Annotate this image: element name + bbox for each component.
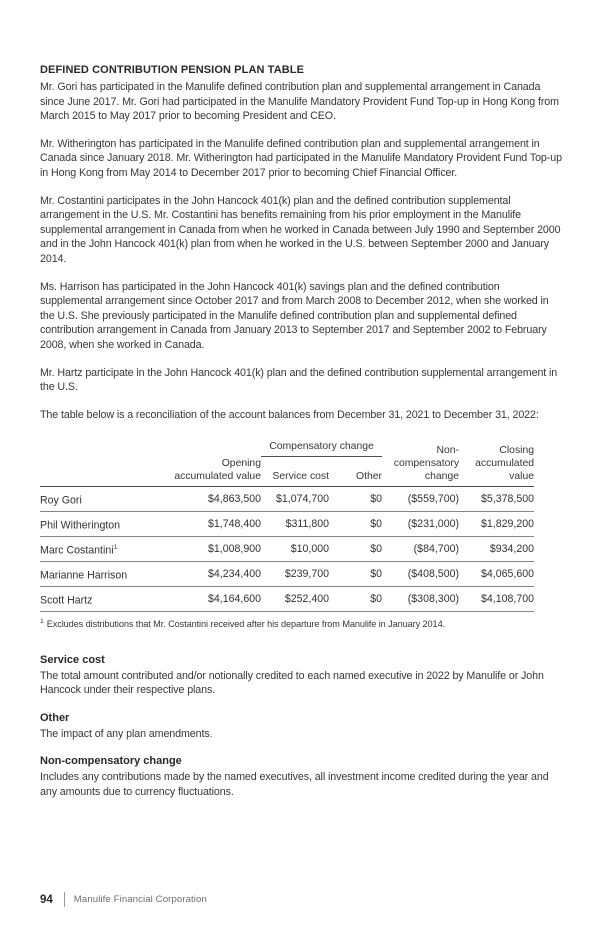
definition-text: Includes any contributions made by the named executives, all investment income credited during the year and any amounts due to currency fluctuations. [40,771,549,798]
page-title: DEFINED CONTRIBUTION PENSION PLAN TABLE [40,64,305,76]
table-row-marc-costantini [40,537,534,562]
col-header-compensatory-change-group [261,440,382,487]
cell-closing: $5,378,500 [459,487,534,512]
pension-reconciliation-table [40,440,534,612]
definition-text: The impact of any plan amendments. [40,727,213,740]
cell-closing: $1,829,200 [459,512,534,537]
table-header-row [40,440,534,487]
cell-other: $0 [329,537,382,562]
company-name: Manulife Financial Corporation [73,894,207,905]
paragraph-costantini: Mr. Costantini participates in the John Hancock 401(k) plan and the defined contribution supplemental arrangement in the U.S. Mr. Costantini has benefits remaining from his prior employment in the Manulife supplemental arrangement in Canada from when he worked in Canada between July 1990 and September 2000 and in the John Hancock 401(k) plan from when he worked in the U.S. between September 2000 and January 2014. [40,194,561,265]
paragraph-harrison: Ms. Harrison has participated in the John Hancock 401(k) savings plan and the defined contribution supplemental arrangement since October 2017 and from March 2008 to December 2012, when she worked in the U.S. She previously participated in the Manulife defined contribution plan and supplemental defined contribution arrangement in Canada from January 2013 to September 2017 and September 2002 to February 2008, when she worked in Canada. [40,280,549,351]
cell-name: Scott Hartz [40,587,170,612]
table-footnote [40,616,562,630]
col-header-opening-accumulated-value: Opening accumulated value [170,440,261,487]
footnote-text: Excludes distributions that Mr. Costantini received after his departure from Manulife in January 2014. [46,619,446,630]
cell-opening: $4,234,400 [170,562,261,587]
table-row-scott-hartz [40,587,534,612]
cell-closing: $4,108,700 [459,587,534,612]
cell-non-compensatory: ($559,700) [382,487,459,512]
cell-opening: $4,863,500 [170,487,261,512]
col-header-other: Other [356,471,383,483]
cell-name: Marianne Harrison [40,562,170,587]
cell-opening: $4,164,600 [170,587,261,612]
definitions-section [40,653,562,800]
definition-other [40,711,562,742]
cell-name: Marc Costantini$^1$ [40,537,170,562]
cell-opening: $1,748,400 [170,512,261,537]
cell-service-cost: $239,700 [261,562,329,587]
paragraph-gori: Mr. Gori has participated in the Manulife defined contribution plan and supplemental arrangement in Canada since June 2017. Mr. Gori had participated in the Manulife Mandatory Provident Fund Top-up in Hong Kong from March 2015 to May 2017 prior to becoming President and CEO. [40,81,559,123]
paragraph-hartz: Mr. Hartz participate in the John Hancock 401(k) plan and the defined contribution supplemental arrangement in the U.S. [40,366,558,394]
definition-term: Service cost [40,653,105,666]
definition-term: Other [40,711,70,724]
compensatory-subheaders [261,470,382,483]
paragraph-table-intro: The table below is a reconciliation of the account balances from December 31, 2021 to December 31, 2022: [40,408,539,421]
cell-other: $0 [329,487,382,512]
col-header-non-compensatory-change: Non-compensatory change [382,440,459,487]
cell-closing: $4,065,600 [459,562,534,587]
table-row-roy-gori [40,487,534,512]
cell-non-compensatory: ($84,700) [382,537,459,562]
cell-other: $0 [329,587,382,612]
cell-name: Phil Witherington [40,512,170,537]
cell-opening: $1,008,900 [170,537,261,562]
cell-non-compensatory: ($408,500) [382,562,459,587]
compensatory-change-spanner: Compensatory change [261,440,382,457]
table-row-phil-witherington [40,512,534,537]
definition-text: The total amount contributed and/or notionally credited to each named executive in 2022 by Manulife or John Hancock under their respective plans. [40,669,544,697]
paragraph-witherington: Mr. Witherington has participated in the Manulife defined contribution plan and supplemental arrangement in Canada since January 2018. Mr. Witherington had participated in the Manulife Mandatory Provident Fund Top-up in Hong Kong from May 2014 to December 2017 prior to becoming Chief Financial Officer. [40,137,562,179]
col-header-service-cost: Service cost [272,471,329,483]
footnote-marker: 1 [40,618,44,626]
cell-other: $0 [329,512,382,537]
cell-service-cost: $311,800 [261,512,329,537]
col-header-name [40,440,170,487]
definition-service-cost [40,653,562,698]
cell-non-compensatory: ($308,300) [382,587,459,612]
footer-divider [64,892,65,907]
page-content [40,63,562,812]
col-header-closing-accumulated-value: Closing accumulated value [459,440,534,487]
table-row-marianne-harrison [40,562,534,587]
footnote-marker: 1 [113,543,118,551]
definition-non-compensatory-change [40,754,562,799]
definition-term: Non-compensatory change [40,755,182,768]
cell-service-cost: $1,074,700 [261,487,329,512]
cell-name: Roy Gori [40,487,170,512]
cell-service-cost: $10,000 [261,537,329,562]
cell-closing: $934,200 [459,537,534,562]
cell-service-cost: $252,400 [261,587,329,612]
cell-other: $0 [329,562,382,587]
page-number: 94 [40,893,53,906]
page-footer [40,892,207,907]
cell-non-compensatory: ($231,000) [382,512,459,537]
